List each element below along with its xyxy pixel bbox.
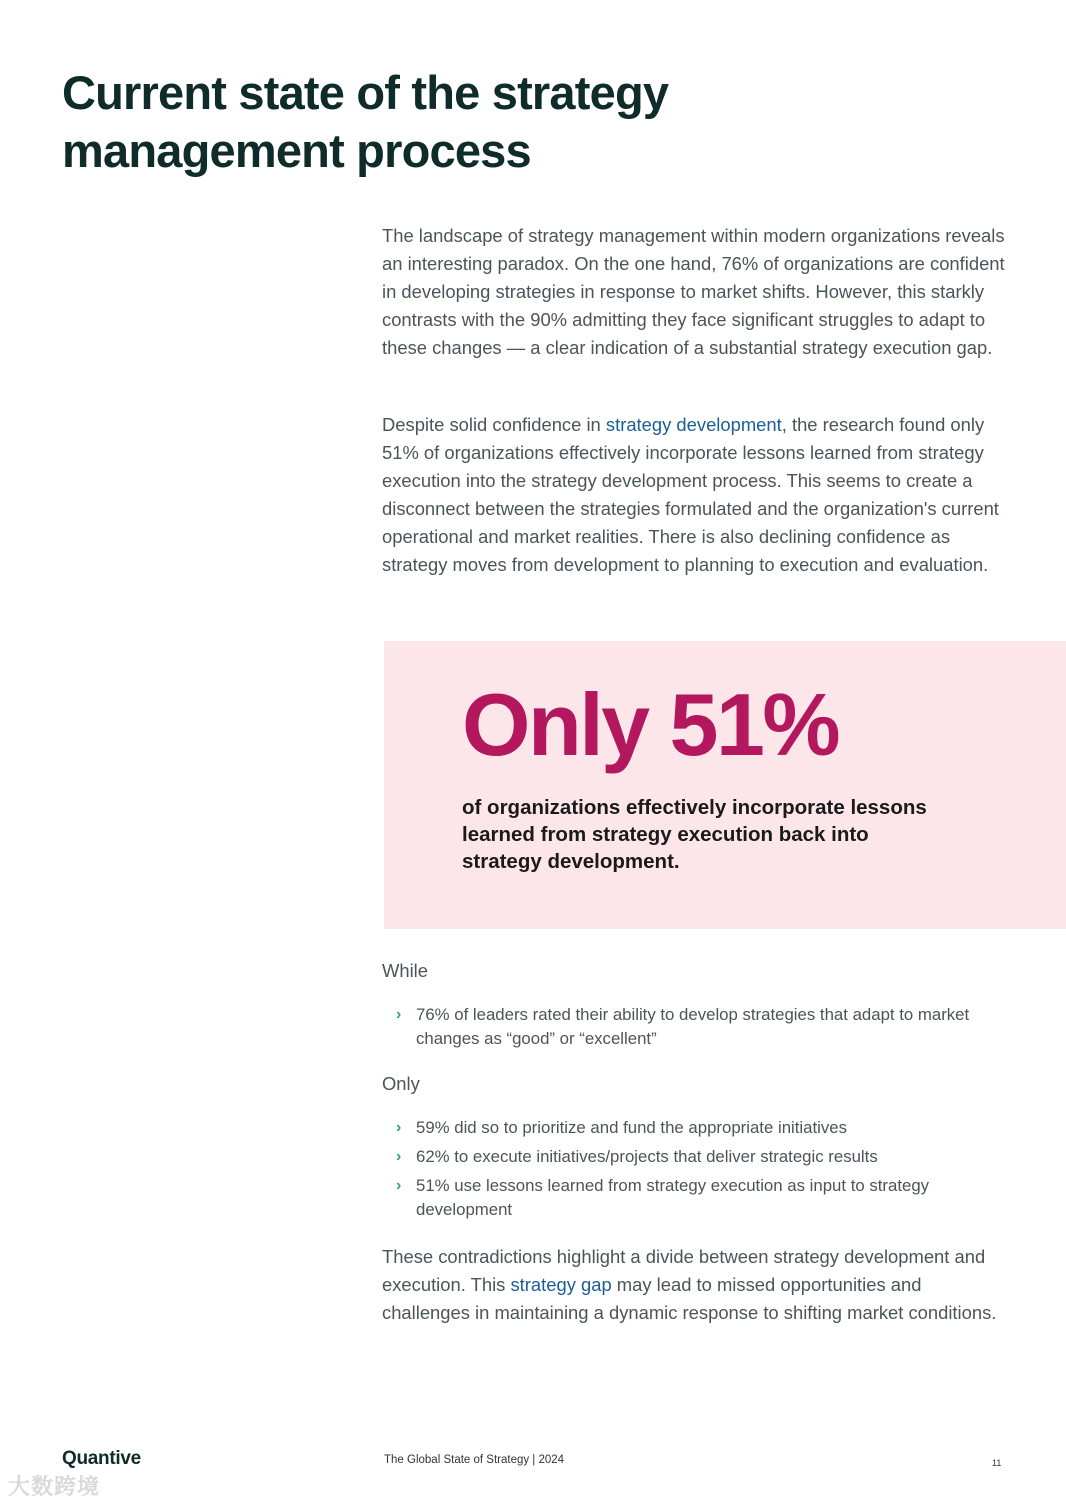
- quantive-logo: Quantive: [62, 1448, 141, 1469]
- page-title-line-1: Current state of the strategy: [62, 66, 669, 119]
- page-title-line-2: management process: [62, 124, 531, 177]
- callout-text: of organizations effectively incorporate lessons learned from strategy execution back into strategy development.: [462, 796, 927, 873]
- conclusion-paragraph: [382, 1243, 1006, 1327]
- list-item: [396, 1003, 996, 1051]
- development-paragraph-text-1: Despite solid confidence in: [382, 414, 606, 435]
- list-item: [396, 1145, 996, 1169]
- footer-publication: The Global State of Strategy | 2024: [384, 1454, 565, 1466]
- chevron-right-icon: ›: [396, 1148, 402, 1165]
- conclusion-paragraph-text-2: may lead to missed opportunities and challenges in maintaining a dynamic response to shifting market conditions.: [382, 1274, 997, 1323]
- list-item-text: 76% of leaders rated their ability to develop strategies that adapt to market changes as “good” or “excellent”: [416, 1005, 970, 1048]
- chevron-right-icon: ›: [396, 1006, 402, 1023]
- strategy-development-link[interactable]: strategy development: [605, 414, 782, 435]
- page-number: 11: [992, 1458, 1002, 1468]
- only-list: [396, 1116, 996, 1227]
- stat-callout: [384, 641, 1066, 929]
- conclusion-paragraph-text-1: These contradictions highlight a divide between strategy development and execution. This: [382, 1246, 986, 1295]
- while-list: [396, 1003, 996, 1056]
- list-item-text: 59% did so to prioritize and fund the appropriate initiatives: [416, 1118, 847, 1137]
- intro-paragraph: The landscape of strategy management within modern organizations reveals an interesting paradox. On the one hand, 76% of organizations are confident in developing strategies in response to market shifts. However, this starkly contrasts with the 90% admitting they face significant struggles to adapt to these changes — a clear indication of a substantial strategy execution gap.: [382, 225, 1005, 358]
- while-label: While: [382, 960, 428, 981]
- list-item: [396, 1174, 996, 1222]
- watermark: 大数跨境: [8, 1474, 101, 1499]
- callout-stat: Only 51%: [462, 675, 839, 774]
- development-paragraph: [382, 411, 1006, 579]
- page-title: [62, 64, 782, 180]
- only-label: Only: [382, 1073, 420, 1094]
- list-item: [396, 1116, 996, 1140]
- strategy-gap-link[interactable]: strategy gap: [510, 1274, 612, 1295]
- list-item-text: 62% to execute initiatives/projects that deliver strategic results: [416, 1147, 878, 1166]
- development-paragraph-text-2: , the research found only 51% of organizations effectively incorporate lessons learned from strategy execution into the strategy development process. This seems to create a disconnect between the strategies formulated and the organization's current operational and market realities. There is also declining confidence as strategy moves from development to planning to execution and evaluation.: [382, 414, 999, 575]
- chevron-right-icon: ›: [396, 1119, 402, 1136]
- chevron-right-icon: ›: [396, 1177, 402, 1194]
- list-item-text: 51% use lessons learned from strategy execution as input to strategy development: [416, 1176, 930, 1219]
